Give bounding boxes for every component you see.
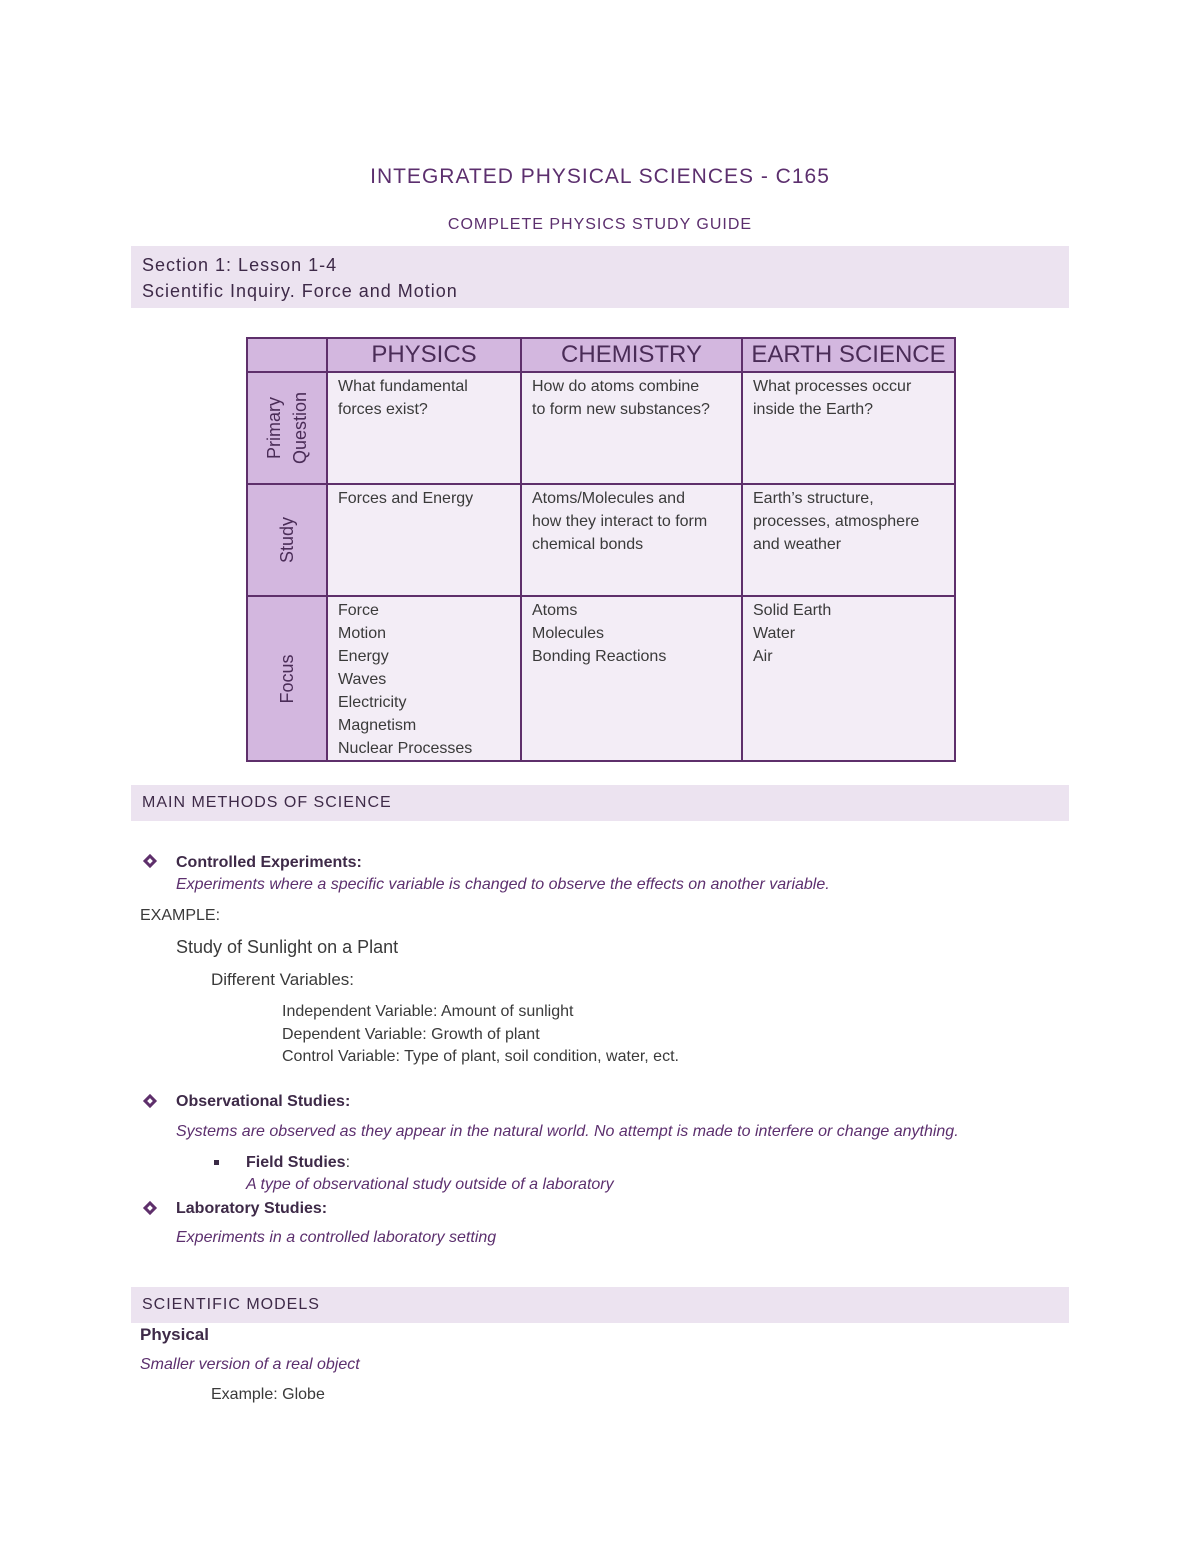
laboratory-studies-title: Laboratory Studies: <box>176 1200 328 1217</box>
diamond-bullet-icon <box>143 1201 157 1215</box>
laboratory-studies-description: Experiments in a controlled laboratory setting <box>176 1229 497 1246</box>
section-1-topic: Scientific Inquiry. Force and Motion <box>142 281 458 301</box>
table-cell: Forces and Energy <box>327 484 521 596</box>
square-bullet-icon <box>214 1160 219 1165</box>
document-title: INTEGRATED PHYSICAL SCIENCES - C165 <box>370 165 830 188</box>
field-studies-description: A type of observational study outside of a laboratory <box>246 1176 614 1193</box>
row-header-primary-question <box>247 372 327 484</box>
document-subtitle: COMPLETE PHYSICS STUDY GUIDE <box>447 216 753 233</box>
field-studies-title: Field Studies: <box>246 1154 351 1171</box>
observational-studies-description: Systems are observed as they appear in the natural world. No attempt is made to interfere or change anything. <box>176 1123 959 1140</box>
column-header-chemistry: CHEMISTRY <box>521 338 742 372</box>
table-corner <box>247 338 327 372</box>
column-header-physics: PHYSICS <box>327 338 521 372</box>
example-label: EXAMPLE: <box>140 907 221 924</box>
independent-variable: Independent Variable: Amount of sunlight <box>282 1003 574 1020</box>
row-header-study <box>247 484 327 596</box>
column-header-earth-science: EARTH SCIENCE <box>742 338 955 372</box>
row-label: Primary <box>264 397 284 460</box>
science-branches-table <box>246 337 956 762</box>
row-label: Focus <box>277 653 297 704</box>
table-cell: Atoms/Molecules and how they interact to form chemical bonds <box>521 484 742 596</box>
table-cell: How do atoms combine to form new substances? <box>521 372 742 484</box>
table-cell: Force Motion Energy Waves Electricity Magnetism Nuclear Processes <box>327 596 521 761</box>
table-cell: Solid Earth Water Air <box>742 596 955 761</box>
row-header-focus <box>247 596 327 761</box>
physical-model-description: Smaller version of a real object <box>140 1356 360 1373</box>
row-label: Study <box>277 516 297 564</box>
row-label: Question <box>290 391 310 465</box>
diamond-bullet-icon <box>143 854 157 868</box>
control-variable: Control Variable: Type of plant, soil condition, water, ect. <box>282 1048 679 1065</box>
table-cell: Atoms Molecules Bonding Reactions <box>521 596 742 761</box>
section-1-lesson: Section 1: Lesson 1-4 <box>142 255 338 275</box>
dependent-variable: Dependent Variable: Growth of plant <box>282 1026 540 1043</box>
physical-model-example: Example: Globe <box>211 1386 325 1403</box>
table-cell: What fundamental forces exist? <box>327 372 521 484</box>
observational-studies-title: Observational Studies: <box>176 1093 351 1110</box>
controlled-experiments-description: Experiments where a specific variable is changed to observe the effects on another variable. <box>176 876 830 893</box>
variables-title: Different Variables: <box>211 970 354 989</box>
section-1-banner <box>131 246 1069 308</box>
diamond-bullet-icon <box>143 1094 157 1108</box>
controlled-experiments-title: Controlled Experiments: <box>176 854 362 871</box>
table-cell: Earth’s structure, processes, atmosphere and weather <box>742 484 955 596</box>
physical-model-title: Physical <box>140 1325 209 1344</box>
models-heading: SCIENTIFIC MODELS <box>131 1287 1069 1323</box>
example-title: Study of Sunlight on a Plant <box>176 937 399 957</box>
table-cell: What processes occur inside the Earth? <box>742 372 955 484</box>
methods-heading: MAIN METHODS OF SCIENCE <box>131 785 1069 821</box>
